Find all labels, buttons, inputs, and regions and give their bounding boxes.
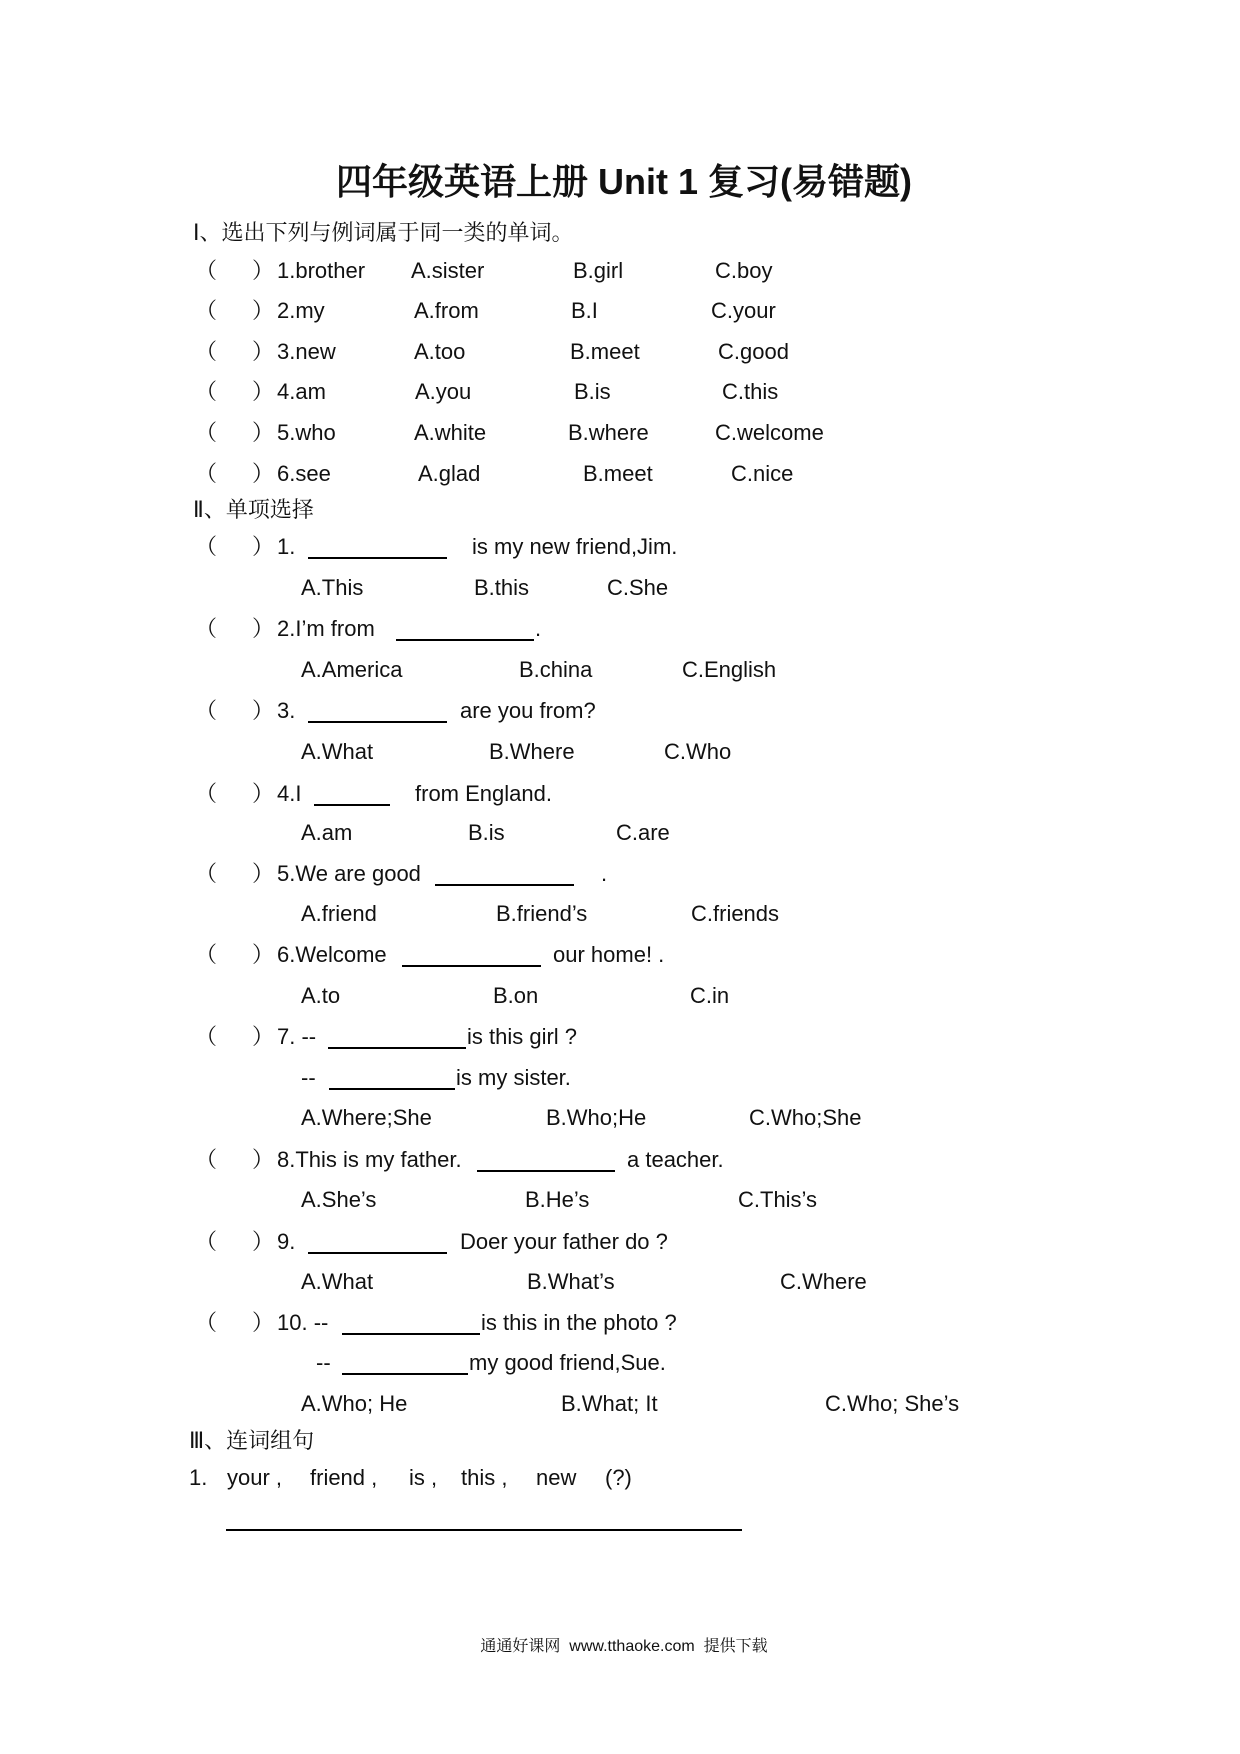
option-a: A.sister — [411, 258, 485, 283]
paren-close: ） — [252, 942, 275, 967]
scrambled-word: your , — [227, 1465, 283, 1490]
paren-close: ） — [252, 1310, 275, 1335]
paren-close: ） — [252, 781, 275, 806]
option-b: B.china — [519, 657, 593, 682]
question-stem-end: a teacher. — [627, 1147, 724, 1172]
question-row — [0, 1229, 1240, 1255]
option-a: A.She’s — [301, 1187, 377, 1212]
paren-close: ） — [252, 1229, 275, 1254]
options-row — [0, 575, 1240, 601]
question-row — [0, 1147, 1240, 1173]
option-c: C.this — [722, 379, 779, 404]
paren-close: ） — [252, 1147, 275, 1172]
question-stem: 2.I’m from — [277, 616, 375, 641]
question-row — [0, 616, 1240, 642]
answer-blank — [342, 1333, 480, 1335]
option-b: B.this — [474, 575, 530, 600]
paren-open: （ — [195, 698, 218, 723]
option-c: C.in — [690, 983, 730, 1008]
paren-open: （ — [195, 1310, 218, 1335]
options-row — [0, 820, 1240, 846]
options-row — [0, 739, 1240, 765]
option-b: B.What; It — [561, 1391, 658, 1416]
option-a: A.Who; He — [301, 1391, 408, 1416]
example-word: 6.see — [277, 461, 331, 486]
question-row — [0, 698, 1240, 724]
paren-open: （ — [195, 1024, 218, 1049]
option-c: C.nice — [731, 461, 794, 486]
paren-open: （ — [195, 534, 218, 559]
example-word: 2.my — [277, 298, 325, 323]
question-stem: 9. — [277, 1229, 296, 1254]
question-stem-end: my good friend,Sue. — [469, 1350, 666, 1375]
answer-blank — [402, 965, 541, 967]
example-word: 4.am — [277, 379, 326, 404]
paren-close: ） — [252, 339, 275, 364]
scrambled-word: new — [536, 1465, 577, 1490]
question-stem: 1. — [277, 534, 296, 559]
question-stem: 7. -- — [277, 1024, 317, 1049]
question-stem-end: is this in the photo ? — [481, 1310, 677, 1335]
question-line-2 — [0, 1065, 1240, 1091]
question-stem: 3. — [277, 698, 296, 723]
answer-blank — [396, 639, 534, 641]
paren-close: ） — [252, 698, 275, 723]
option-c: C.This’s — [738, 1187, 818, 1212]
answer-blank — [329, 1088, 455, 1090]
paren-close: ） — [252, 420, 275, 445]
paren-open: （ — [195, 420, 218, 445]
answer-blank — [328, 1047, 466, 1049]
option-b: B.friend’s — [496, 901, 588, 926]
option-c: C.Who — [664, 739, 732, 764]
question-stem: 6.Welcome — [277, 942, 387, 967]
question-stem: -- — [301, 1065, 316, 1090]
option-b: B.girl — [573, 258, 624, 283]
option-c: C.Who; She’s — [825, 1391, 960, 1416]
option-c: C.your — [711, 298, 776, 323]
option-a: A.Where;She — [301, 1105, 432, 1130]
question-stem: -- — [316, 1350, 331, 1375]
option-a: A.What — [301, 1269, 374, 1294]
option-a: A.from — [414, 298, 479, 323]
option-c: C.English — [682, 657, 777, 682]
paren-open: （ — [195, 258, 218, 283]
paren-open: （ — [195, 298, 218, 323]
paren-close: ） — [252, 861, 275, 886]
paren-open: （ — [195, 942, 218, 967]
question-stem-end: . — [535, 616, 542, 641]
option-b: B.where — [568, 420, 649, 445]
options-row — [0, 1391, 1240, 1417]
paren-open: （ — [195, 339, 218, 364]
word-order-row — [0, 1465, 1240, 1491]
option-b: B.He’s — [525, 1187, 590, 1212]
options-row — [0, 1269, 1240, 1295]
answer-blank — [477, 1170, 615, 1172]
paren-close: ） — [252, 461, 275, 486]
option-b: B.I — [571, 298, 598, 323]
question-row — [0, 861, 1240, 887]
paren-close: ） — [252, 298, 275, 323]
question-stem-end: is this girl ? — [467, 1024, 578, 1049]
question-stem: 4.I — [277, 781, 302, 806]
option-a: A.to — [301, 983, 341, 1008]
question-stem-end: is my sister. — [456, 1065, 571, 1090]
paren-close: ） — [252, 616, 275, 641]
option-b: B.What’s — [527, 1269, 615, 1294]
paren-close: ） — [252, 258, 275, 283]
option-c: C.welcome — [715, 420, 824, 445]
option-a: A.glad — [418, 461, 481, 486]
answer-line — [226, 1529, 742, 1531]
example-word: 3.new — [277, 339, 336, 364]
page-title: 四年级英语上册 Unit 1 复习(易错题) — [336, 161, 912, 202]
answer-blank — [314, 804, 390, 806]
option-a: A.friend — [301, 901, 377, 926]
question-row — [0, 1024, 1240, 1050]
answer-blank — [308, 721, 447, 723]
answer-blank — [308, 1252, 447, 1254]
option-b: B.Who;He — [546, 1105, 647, 1130]
option-b: B.is — [574, 379, 611, 404]
question-row — [0, 1310, 1240, 1336]
question-stem-end: are you from? — [460, 698, 596, 723]
option-c: C.friends — [691, 901, 780, 926]
option-b: B.Where — [489, 739, 575, 764]
paren-open: （ — [195, 379, 218, 404]
question-stem-end: our home! . — [553, 942, 665, 967]
answer-blank — [435, 884, 574, 886]
scrambled-word: is , — [409, 1465, 438, 1490]
footer-text: 通通好课网 www.tthaoke.com 提供下载 — [480, 1638, 768, 1655]
paren-close: ） — [252, 1024, 275, 1049]
question-line-2 — [0, 1350, 1240, 1376]
option-c: C.Where — [780, 1269, 867, 1294]
question-row — [0, 420, 1240, 446]
question-row — [0, 379, 1240, 405]
question-stem-end: from England. — [415, 781, 552, 806]
paren-open: （ — [195, 1147, 218, 1172]
option-a: A.What — [301, 739, 374, 764]
section-1-heading: Ⅰ、选出下列与例词属于同一类的单词。 — [193, 220, 574, 245]
paren-close: ） — [252, 379, 275, 404]
option-a: A.you — [415, 379, 472, 404]
option-a: A.This — [301, 575, 364, 600]
example-word: 5.who — [277, 420, 336, 445]
question-stem-end: . — [601, 861, 608, 886]
option-c: C.are — [616, 820, 670, 845]
option-c: C.boy — [715, 258, 773, 283]
option-a: A.too — [414, 339, 466, 364]
option-c: C.good — [718, 339, 789, 364]
item-number: 1. — [189, 1465, 208, 1490]
paren-open: （ — [195, 781, 218, 806]
question-row — [0, 258, 1240, 284]
option-b: B.is — [468, 820, 505, 845]
paren-open: （ — [195, 461, 218, 486]
options-row — [0, 1105, 1240, 1131]
option-a: A.am — [301, 820, 353, 845]
paren-open: （ — [195, 1229, 218, 1254]
section-3-heading: Ⅲ、连词组句 — [189, 1428, 315, 1453]
question-stem-end: is my new friend,Jim. — [472, 534, 678, 559]
scrambled-word: (?) — [605, 1465, 632, 1490]
question-row — [0, 534, 1240, 560]
question-row — [0, 298, 1240, 324]
question-stem-end: Doer your father do ? — [460, 1229, 668, 1254]
question-row — [0, 942, 1240, 968]
question-stem: 5.We are good — [277, 861, 421, 886]
paren-open: （ — [195, 861, 218, 886]
options-row — [0, 983, 1240, 1009]
option-c: C.Who;She — [749, 1105, 862, 1130]
answer-blank — [308, 557, 447, 559]
option-a: A.white — [414, 420, 487, 445]
options-row — [0, 901, 1240, 927]
section-2-heading: Ⅱ、单项选择 — [193, 497, 314, 522]
option-b: B.meet — [570, 339, 640, 364]
option-c: C.She — [607, 575, 669, 600]
options-row — [0, 657, 1240, 683]
options-row — [0, 1187, 1240, 1213]
scrambled-word: this , — [461, 1465, 508, 1490]
question-stem: 10. -- — [277, 1310, 329, 1335]
question-row — [0, 781, 1240, 807]
paren-open: （ — [195, 616, 218, 641]
example-word: 1.brother — [277, 258, 366, 283]
paren-close: ） — [252, 534, 275, 559]
scrambled-word: friend , — [310, 1465, 378, 1490]
answer-blank — [342, 1373, 468, 1375]
question-stem: 8.This is my father. — [277, 1147, 462, 1172]
option-a: A.America — [301, 657, 403, 682]
option-b: B.on — [493, 983, 539, 1008]
question-row — [0, 461, 1240, 487]
option-b: B.meet — [583, 461, 653, 486]
question-row — [0, 339, 1240, 365]
